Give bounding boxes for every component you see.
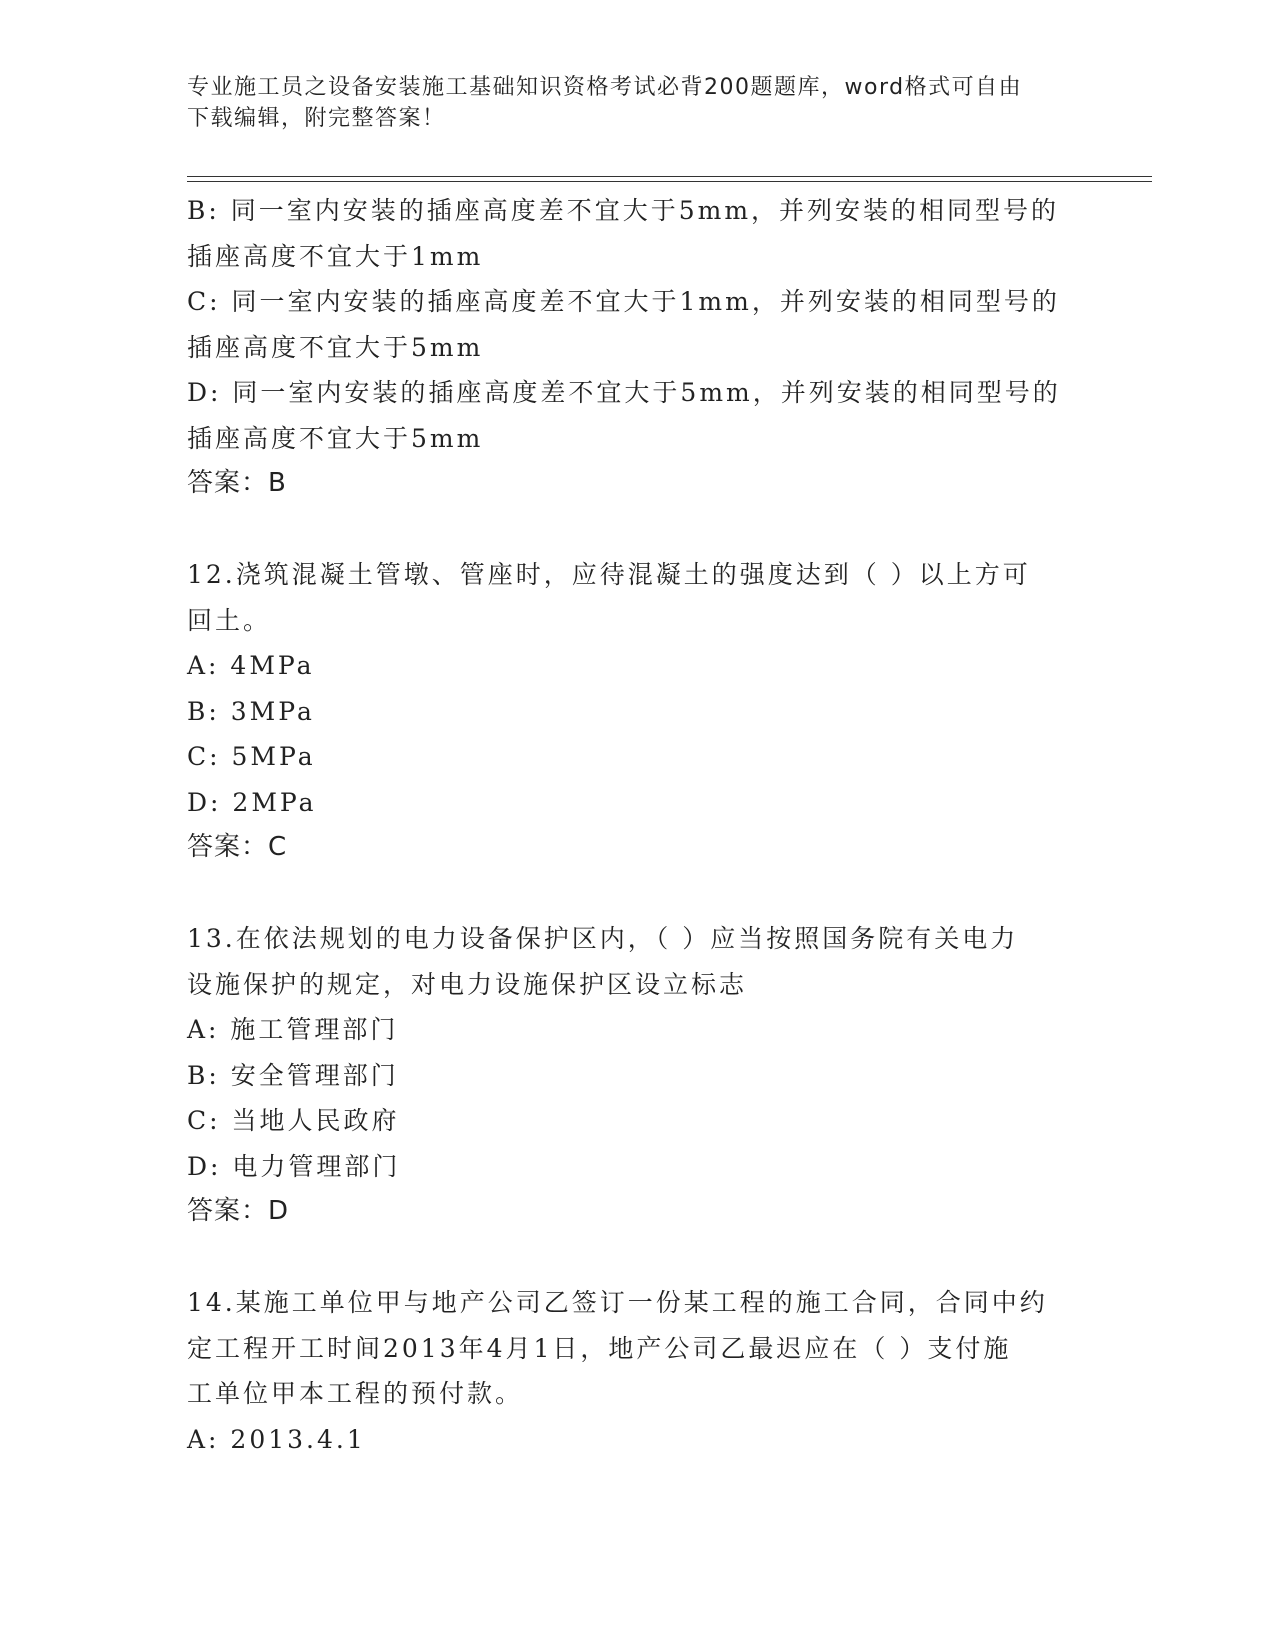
question-11-continued <box>187 188 1087 507</box>
question-stem-line-2: 回土。 <box>187 605 272 635</box>
header-divider-top <box>187 176 1152 177</box>
answer-label: 答案：C <box>187 832 288 862</box>
question-stem-line-2: 设施保护的规定，对电力设施保护区设立标志 <box>187 969 748 999</box>
answer-label: 答案：B <box>187 468 287 498</box>
option-b-line-2: 插座高度不宜大于1mm <box>187 241 484 271</box>
question-stem-line-1: 12.浇筑混凝土管墩、管座时，应待混凝土的强度达到（ ）以上方可 <box>187 560 1031 589</box>
option-d-line-2: 插座高度不宜大于5mm <box>187 423 484 453</box>
question-stem-line-1: 13.在依法规划的电力设备保护区内，（ ）应当按照国务院有关电力 <box>187 924 1019 953</box>
option-d-line-1: D: 同一室内安装的插座高度差不宜大于5mm，并列安装的相同型号的 <box>187 378 1061 407</box>
question-14 <box>187 1280 1087 1462</box>
option-b: B: 安全管理部门 <box>187 1060 399 1090</box>
header-title-line-1: 专业施工员之设备安装施工基础知识资格考试必背200题题库，word格式可自由 <box>187 75 1023 100</box>
answer-label: 答案：D <box>187 1196 290 1226</box>
header-title-line-2: 下载编辑，附完整答案！ <box>187 106 446 131</box>
question-13 <box>187 916 1087 1235</box>
option-b-line-1: B: 同一室内安装的插座高度差不宜大于5mm，并列安装的相同型号的 <box>187 196 1060 225</box>
spacer <box>187 507 1087 553</box>
option-a: A: 4MPa <box>187 651 315 680</box>
question-content <box>187 188 1087 1462</box>
option-b: B: 3MPa <box>187 696 315 726</box>
spacer <box>187 871 1087 917</box>
document-header <box>187 72 1067 134</box>
option-c: C: 当地人民政府 <box>187 1106 400 1135</box>
option-d: D: 电力管理部门 <box>187 1151 401 1181</box>
option-a: A: 施工管理部门 <box>187 1015 399 1044</box>
option-a: A: 2013.4.1 <box>187 1424 366 1454</box>
question-stem-line-1: 14.某施工单位甲与地产公司乙签订一份某工程的施工合同，合同中约 <box>187 1288 1048 1317</box>
header-divider-bottom <box>187 181 1152 182</box>
question-stem-line-3: 工单位甲本工程的预付款。 <box>187 1379 524 1408</box>
spacer <box>187 1235 1087 1281</box>
question-12 <box>187 552 1087 871</box>
option-c-line-2: 插座高度不宜大于5mm <box>187 332 484 362</box>
option-c: C: 5MPa <box>187 742 316 771</box>
option-d: D: 2MPa <box>187 787 317 817</box>
option-c-line-1: C: 同一室内安装的插座高度差不宜大于1mm，并列安装的相同型号的 <box>187 287 1060 316</box>
question-stem-line-2: 定工程开工时间2013年4月1日，地产公司乙最迟应在（ ）支付施 <box>187 1333 1012 1363</box>
